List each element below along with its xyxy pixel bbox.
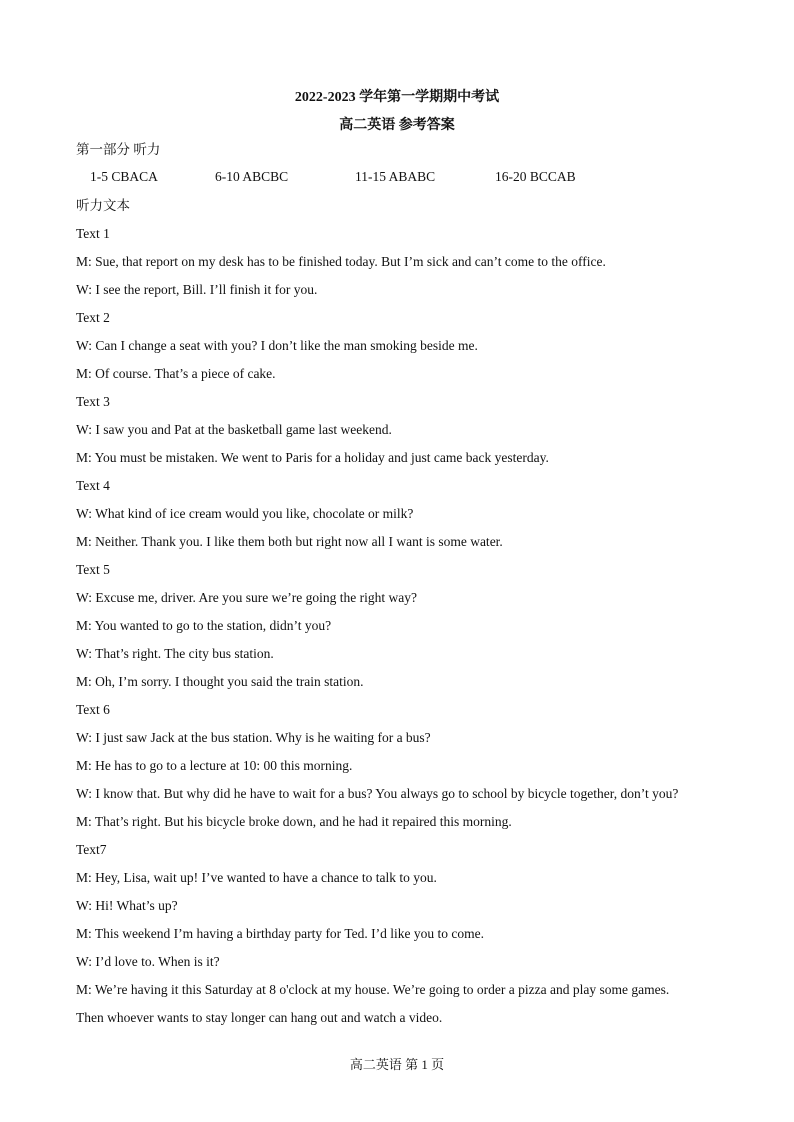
transcript-line: Text 5 bbox=[76, 562, 110, 577]
transcript-line: W: I see the report, Bill. I’ll finish it for you. bbox=[76, 282, 318, 297]
transcript-line: M: You wanted to go to the station, didn’t you? bbox=[76, 618, 332, 633]
transcript-line: M: He has to go to a lecture at 10: 00 this morning. bbox=[76, 758, 353, 773]
transcript-line: W: Excuse me, driver. Are you sure we’re going the right way? bbox=[76, 590, 418, 605]
transcript-line: M: Neither. Thank you. I like them both but right now all I want is some water. bbox=[76, 534, 503, 549]
transcript-line: M: We’re having it this Saturday at 8 o'clock at my house. We’re going to order a pizza and play some games. bbox=[76, 982, 670, 997]
transcript-line: Text 1 bbox=[76, 226, 110, 241]
transcript-line: M: Oh, I’m sorry. I thought you said the train station. bbox=[76, 674, 364, 689]
answer-group: 6-10 ABCBC bbox=[215, 169, 289, 184]
transcript-line: Text 4 bbox=[76, 478, 110, 493]
answer-group: 16-20 BCCAB bbox=[495, 169, 576, 184]
transcript-line: W: I just saw Jack at the bus station. Why is he waiting for a bus? bbox=[76, 730, 431, 745]
transcript-line: Text 3 bbox=[76, 394, 110, 409]
transcript-line: Text7 bbox=[76, 842, 107, 857]
transcript-line: Text 2 bbox=[76, 310, 110, 325]
transcript-line: W: Can I change a seat with you? I don’t like the man smoking beside me. bbox=[76, 338, 478, 353]
transcript-line: W: Hi! What’s up? bbox=[76, 898, 178, 913]
transcript-line: M: Hey, Lisa, wait up! I’ve wanted to have a chance to talk to you. bbox=[76, 870, 437, 885]
transcript-line: W: What kind of ice cream would you like, chocolate or milk? bbox=[76, 506, 414, 521]
transcript-line: Text 6 bbox=[76, 702, 110, 717]
transcript-line: Then whoever wants to stay longer can hang out and watch a video. bbox=[76, 1010, 443, 1025]
transcript-line: W: I’d love to. When is it? bbox=[76, 954, 220, 969]
transcript-line: W: I know that. But why did he have to wait for a bus? You always go to school by bicycle together, don’t you? bbox=[76, 786, 679, 801]
transcript-heading: 听力文本 bbox=[76, 198, 130, 213]
transcript-line: M: You must be mistaken. We went to Paris for a holiday and just came back yesterday. bbox=[76, 450, 549, 465]
transcript-line: M: This weekend I’m having a birthday party for Ted. I’d like you to come. bbox=[76, 926, 484, 941]
transcript-line: W: I saw you and Pat at the basketball game last weekend. bbox=[76, 422, 392, 437]
transcript-line: M: That’s right. But his bicycle broke down, and he had it repaired this morning. bbox=[76, 814, 512, 829]
transcript-line: W: That’s right. The city bus station. bbox=[76, 646, 274, 661]
transcript-line: M: Of course. That’s a piece of cake. bbox=[76, 366, 276, 381]
page-footer: 高二英语 第 1 页 bbox=[349, 1057, 445, 1072]
answer-group: 1-5 CBACA bbox=[90, 169, 158, 184]
answer-row bbox=[0, 169, 794, 187]
transcript-line: M: Sue, that report on my desk has to be finished today. But I’m sick and can’t come to the office. bbox=[76, 254, 606, 269]
page-title: 2022-2023 学年第一学期期中考试 bbox=[294, 90, 500, 105]
section-heading: 第一部分 听力 bbox=[76, 142, 161, 157]
page-subtitle: 高二英语 参考答案 bbox=[339, 118, 455, 133]
answer-group: 11-15 ABABC bbox=[355, 169, 436, 184]
